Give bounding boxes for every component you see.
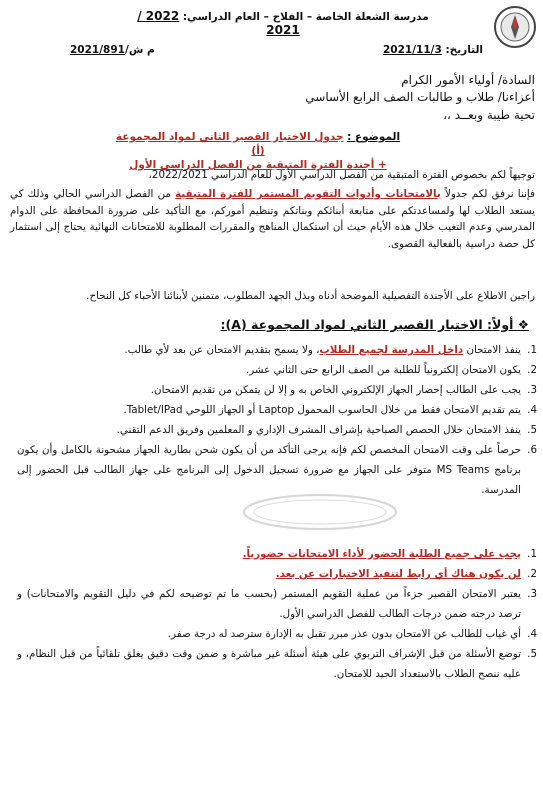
intro-p2-highlight: بالامتحانات وأدوات التقويم المستمر للفترة المتبقية (175, 188, 441, 200)
school-logo (493, 5, 537, 49)
diamond-bullet-icon: ❖ (517, 317, 529, 332)
item-number: 1. (527, 344, 537, 356)
reference-value: 2021/891 (70, 44, 125, 56)
item-number: 3. (527, 384, 537, 396)
date-line (383, 44, 483, 56)
item-text: أي غياب للطالب عن الامتحان بدون عذر مبرر تقبل به الإدارة سترصد له درجة صفر. (167, 628, 521, 640)
list-item (17, 544, 537, 564)
item-text: يعتبر الامتحان القصير جزءاً من عملية التقويم المستمر (بحسب ما تم توضيحه لكم في دليل التقويم والامتحانات) و ترصد درجته ضمن درجات الطالب للفصل الدراسي الأول. (17, 588, 521, 620)
date-value: 2021/11/3 (383, 44, 442, 56)
subject-title-2: + أجندة الفترة المتبقية من الفصل الدراسي الأول (129, 159, 387, 171)
item-text: ينفذ الامتحان (466, 344, 521, 356)
date-label: التاريخ: (445, 44, 483, 56)
item-number: 5. (527, 424, 537, 436)
subject-label: الموضوع : (347, 131, 401, 143)
item-number: 4. (527, 404, 537, 416)
list-item (17, 420, 537, 440)
item-number: 4. (527, 628, 537, 640)
list-item (17, 400, 537, 420)
rules-list (17, 340, 537, 500)
intro-paragraph-1: توجيهاً لكم بخصوص الفترة المتبقية من الفصل الدراسي الأول للعام الدراسي 2022/2021، (148, 169, 535, 181)
section-title-text: أولاً: الاختبار القصير الثاني لمواد المجموعة (A): (220, 317, 514, 332)
item-number: 2. (527, 568, 537, 580)
reference-label: م ش/ (124, 44, 155, 56)
intro-paragraph-3: راجين الاطلاع على الأجندة التفصيلية الموضحة أدناه وبذل الجهد المطلوب، متمنين لأبنائنا الأحباء كل النجاح. (86, 290, 535, 302)
item-text: ينفذ الامتحان خلال الحصص الصباحية بإشراف المشرف الإداري و المعلمين وفريق الدعم التقني. (116, 424, 521, 436)
item-number: 5. (527, 648, 537, 660)
item-number: 6. (527, 444, 537, 456)
list-item (17, 340, 537, 360)
address-line-1: السادة/ أولياء الأمور الكرام (401, 73, 535, 87)
list-item (17, 644, 537, 684)
reference-line (70, 44, 155, 56)
item-text: يتم تقديم الامتحان فقط من خلال الحاسوب المحمول Laptop أو الجهاز اللوحي Tablet/IPad. (123, 404, 521, 416)
intro-p2-rest: من الفصل الدراسي الحالي وذلك كي يستعد الطلاب لها ولمساعدتكم على متابعة أبنائكم وبناتكم وتنظيم أموركم، مع التأكيد على ضرورة المحافظة على الدوام المدرسي وعدم التغيب خلال هذه الأيام حيث أن استكمال المناهج والمقررات المطلوبة للامتحانات النهائية يحتاج إلى استثمار كل حصة دراسية بالفعالية القصوى. (10, 188, 535, 250)
list-item (17, 584, 537, 624)
list-item (17, 360, 537, 380)
list-item (17, 624, 537, 644)
item-text: لن يكون هناك أي رابط لتنفيذ الاختبارات عن بعد. (275, 568, 521, 580)
list-item (17, 380, 537, 400)
subject-title-1: جدول الاختبار القصير الثاني لمواد المجموعة (أ) (115, 131, 344, 157)
academic-year: 2022 / 2021 (137, 9, 300, 37)
item-text: توضع الأسئلة من قبل الإشراف التربوي على هيئة أسئلة غير مباشرة و ضمن وقت دقيق يغلق تلقائياً من قبل النظام، و عليه ننصح الطلاب بالاستعداد الجيد للامتحان. (17, 648, 521, 680)
item-text: حرصاً على وقت الامتحان المخصص لكم فإنه يرجى التأكد من أن يكون شحن بطارية الجهاز مشحونة بالكامل وأن يكون برنامج MS Teams متوفر على الجهاز مع ضرورة تسجيل الدخول إلى البرنامج على جهاز الطالب قبل الحضور إلى المدرسة. (17, 444, 521, 496)
school-header (133, 9, 433, 37)
list-item (17, 564, 537, 584)
subject-block (108, 130, 408, 172)
list-item (17, 440, 537, 500)
section-title (221, 317, 529, 332)
greeting: تحية طيبة وبعــد ،، (443, 108, 535, 122)
watermark-stamp (240, 492, 400, 532)
address-line-2: أعزاءنا/ طلاب و طالبات الصف الرابع الأساسي (305, 90, 535, 104)
item-number: 3. (527, 588, 537, 600)
item-text-end: ، ولا يسمح بتقديم الامتحان عن بعد لأي طالب. (124, 344, 320, 356)
item-highlight: داخل المدرسة لجميع الطلاب (319, 344, 464, 356)
item-number: 1. (527, 548, 537, 560)
item-text: يجب على الطالب إحضار الجهاز الإلكتروني الخاص به و إلا لن يتمكن من تقديم الامتحان. (150, 384, 521, 396)
intro-p2-start: فإننا نرفق لكم جدولاً (444, 188, 535, 200)
item-number: 2. (527, 364, 537, 376)
intro-paragraph-2 (10, 186, 535, 252)
item-text: يكون الامتحان إلكترونياً للطلبة من الصف الرابع حتى الثاني عشر. (245, 364, 521, 376)
notes-list (17, 544, 537, 684)
school-name: مدرسة الشعلة الخاصة – الفلاح – العام الدراسي: (182, 11, 429, 23)
item-text: يجب على جميع الطلبة الحضور لأداء الامتحانات حضورياً. (242, 548, 521, 560)
